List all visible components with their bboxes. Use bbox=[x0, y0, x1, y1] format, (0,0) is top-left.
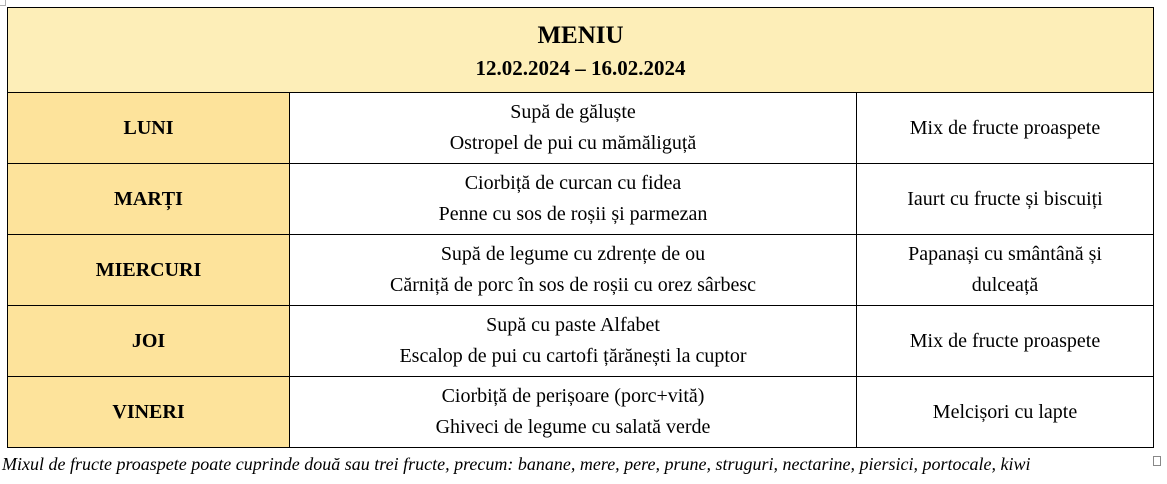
dessert-line: Mix de fructe proaspete bbox=[909, 116, 1101, 139]
main-course-cell bbox=[290, 377, 857, 448]
dessert-cell bbox=[857, 377, 1154, 448]
fruit-mix-note: Mixul de fructe proaspete poate cuprinde două sau trei fructe, precum: banane, mere, pere, prune, struguri, nectarine, piersici, portocale, kiwi bbox=[2, 454, 1031, 474]
dessert-line: Mix de fructe proaspete bbox=[909, 329, 1101, 352]
menu-header bbox=[8, 8, 1154, 93]
day-name: MARȚI bbox=[8, 164, 290, 235]
day-row-vineri bbox=[8, 377, 1154, 448]
dessert-line: Iaurt cu fructe și biscuiți bbox=[907, 187, 1103, 210]
dessert-line: dulceață bbox=[971, 274, 1039, 296]
main-course-line: Penne cu sos de roșii și parmezan bbox=[438, 203, 708, 225]
main-course-line: Cărniță de porc în sos de roșii cu orez sârbesc bbox=[390, 274, 756, 296]
main-course-line: Ghiveci de legume cu salată verde bbox=[435, 416, 711, 438]
main-course-line: Ciorbiță de perișoare (porc+vită) bbox=[441, 385, 705, 407]
menu-dates: 12.02.2024 – 16.02.2024 bbox=[475, 56, 686, 80]
main-course-line: Ciorbiță de curcan cu fidea bbox=[464, 172, 682, 194]
day-row-joi bbox=[8, 306, 1154, 377]
main-course-line: Supă de găluște bbox=[510, 101, 636, 123]
dessert-cell bbox=[857, 93, 1154, 164]
paragraph-end-mark bbox=[1153, 456, 1161, 466]
day-row-miercuri bbox=[8, 235, 1154, 306]
main-course-line: Supă de legume cu zdrențe de ou bbox=[440, 243, 706, 265]
day-name: MIERCURI bbox=[8, 235, 290, 306]
menu-header-row bbox=[8, 8, 1154, 93]
dessert-line: Melcișori cu lapte bbox=[932, 400, 1078, 423]
menu-title: MENIU bbox=[537, 22, 624, 49]
day-row-luni bbox=[8, 93, 1154, 164]
day-name: VINERI bbox=[8, 377, 290, 448]
main-course-cell bbox=[290, 93, 857, 164]
day-name: LUNI bbox=[8, 93, 290, 164]
document-corner-mark bbox=[0, 0, 6, 6]
dessert-cell bbox=[857, 235, 1154, 306]
day-name: JOI bbox=[8, 306, 290, 377]
main-course-cell bbox=[290, 164, 857, 235]
dessert-cell bbox=[857, 164, 1154, 235]
main-course-line: Supă cu paste Alfabet bbox=[486, 314, 660, 336]
dessert-cell bbox=[857, 306, 1154, 377]
main-course-cell bbox=[290, 235, 857, 306]
day-row-marti bbox=[8, 164, 1154, 235]
main-course-cell bbox=[290, 306, 857, 377]
main-course-line: Ostropel de pui cu mămăliguță bbox=[449, 132, 697, 154]
dessert-line: Papanași cu smântână și bbox=[908, 243, 1102, 265]
menu-table bbox=[7, 7, 1154, 448]
main-course-line: Escalop de pui cu cartofi țărănești la cuptor bbox=[399, 345, 747, 367]
